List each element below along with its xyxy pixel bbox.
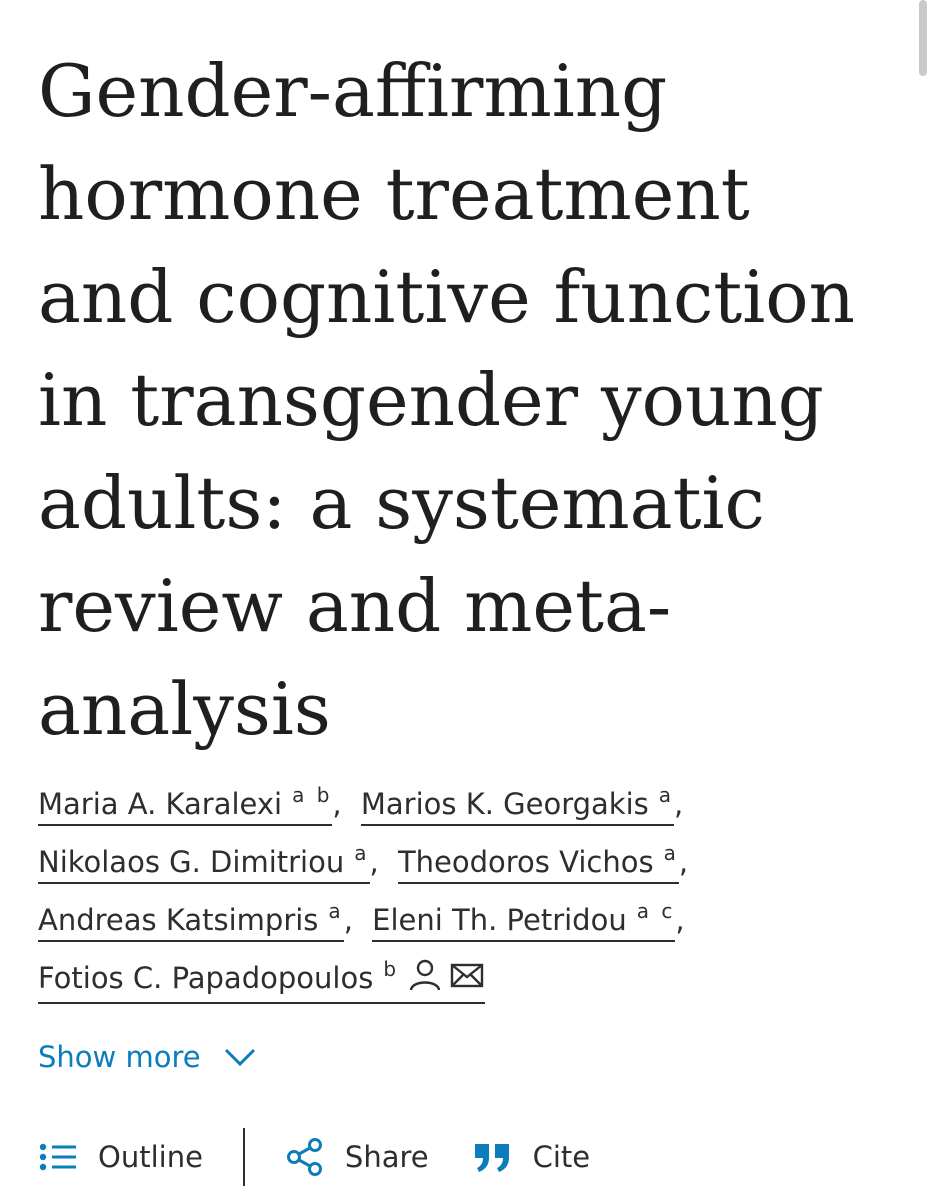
author-name: Eleni Th. Petridou xyxy=(372,903,627,937)
author-link[interactable] xyxy=(361,775,674,826)
author-name: Fotios C. Papadopoulos xyxy=(38,961,374,995)
scrollbar-thumb[interactable] xyxy=(919,0,927,76)
quote-icon xyxy=(473,1140,513,1174)
author-affiliations: a xyxy=(658,783,675,807)
article-toolbar xyxy=(38,1126,590,1188)
author-link[interactable] xyxy=(372,891,675,942)
author-name: Maria A. Karalexi xyxy=(38,787,283,821)
author-link[interactable] xyxy=(398,833,679,884)
author-affiliations: a xyxy=(663,841,679,865)
author-separator: , xyxy=(369,845,379,879)
author-link[interactable] xyxy=(38,949,485,1004)
cite-button[interactable] xyxy=(473,1140,591,1174)
author-name: Theodoros Vichos xyxy=(397,845,654,879)
author-separator: , xyxy=(332,787,342,821)
author-icons xyxy=(407,958,485,1002)
outline-label: Outline xyxy=(98,1140,203,1174)
author-affiliations: a c xyxy=(636,899,676,923)
author-affiliations: b xyxy=(383,957,400,981)
author-name: Andreas Katsimpris xyxy=(38,903,319,937)
author-link[interactable] xyxy=(38,891,344,942)
show-more-button[interactable] xyxy=(38,1040,257,1074)
toolbar-divider xyxy=(243,1128,245,1186)
envelope-icon[interactable] xyxy=(449,958,485,992)
author-list xyxy=(38,775,898,1007)
author-separator: , xyxy=(675,903,685,937)
author-name: Marios K. Georgakis xyxy=(360,787,649,821)
share-button[interactable] xyxy=(285,1137,429,1177)
outline-button[interactable] xyxy=(38,1140,203,1174)
cite-label: Cite xyxy=(532,1140,591,1174)
share-icon xyxy=(285,1137,325,1177)
author-affiliations: a xyxy=(354,841,370,865)
author-affiliations: a xyxy=(328,899,344,923)
author-separator: , xyxy=(674,787,684,821)
author-link[interactable] xyxy=(38,775,332,826)
author-name: Nikolaos G. Dimitriou xyxy=(38,845,345,879)
author-link[interactable] xyxy=(38,833,370,884)
person-icon[interactable] xyxy=(407,958,443,992)
chevron-down-icon xyxy=(223,1046,257,1068)
article-title: Gender-affirming hormone treatment and cognitive function in transgender young adults: a systematic review and meta-analysis xyxy=(38,49,855,751)
show-more-label: Show more xyxy=(38,1040,201,1074)
author-separator: , xyxy=(678,845,689,879)
share-label: Share xyxy=(344,1140,429,1174)
author-separator: , xyxy=(343,903,353,937)
list-icon xyxy=(38,1140,78,1174)
author-affiliations: a b xyxy=(292,783,333,807)
